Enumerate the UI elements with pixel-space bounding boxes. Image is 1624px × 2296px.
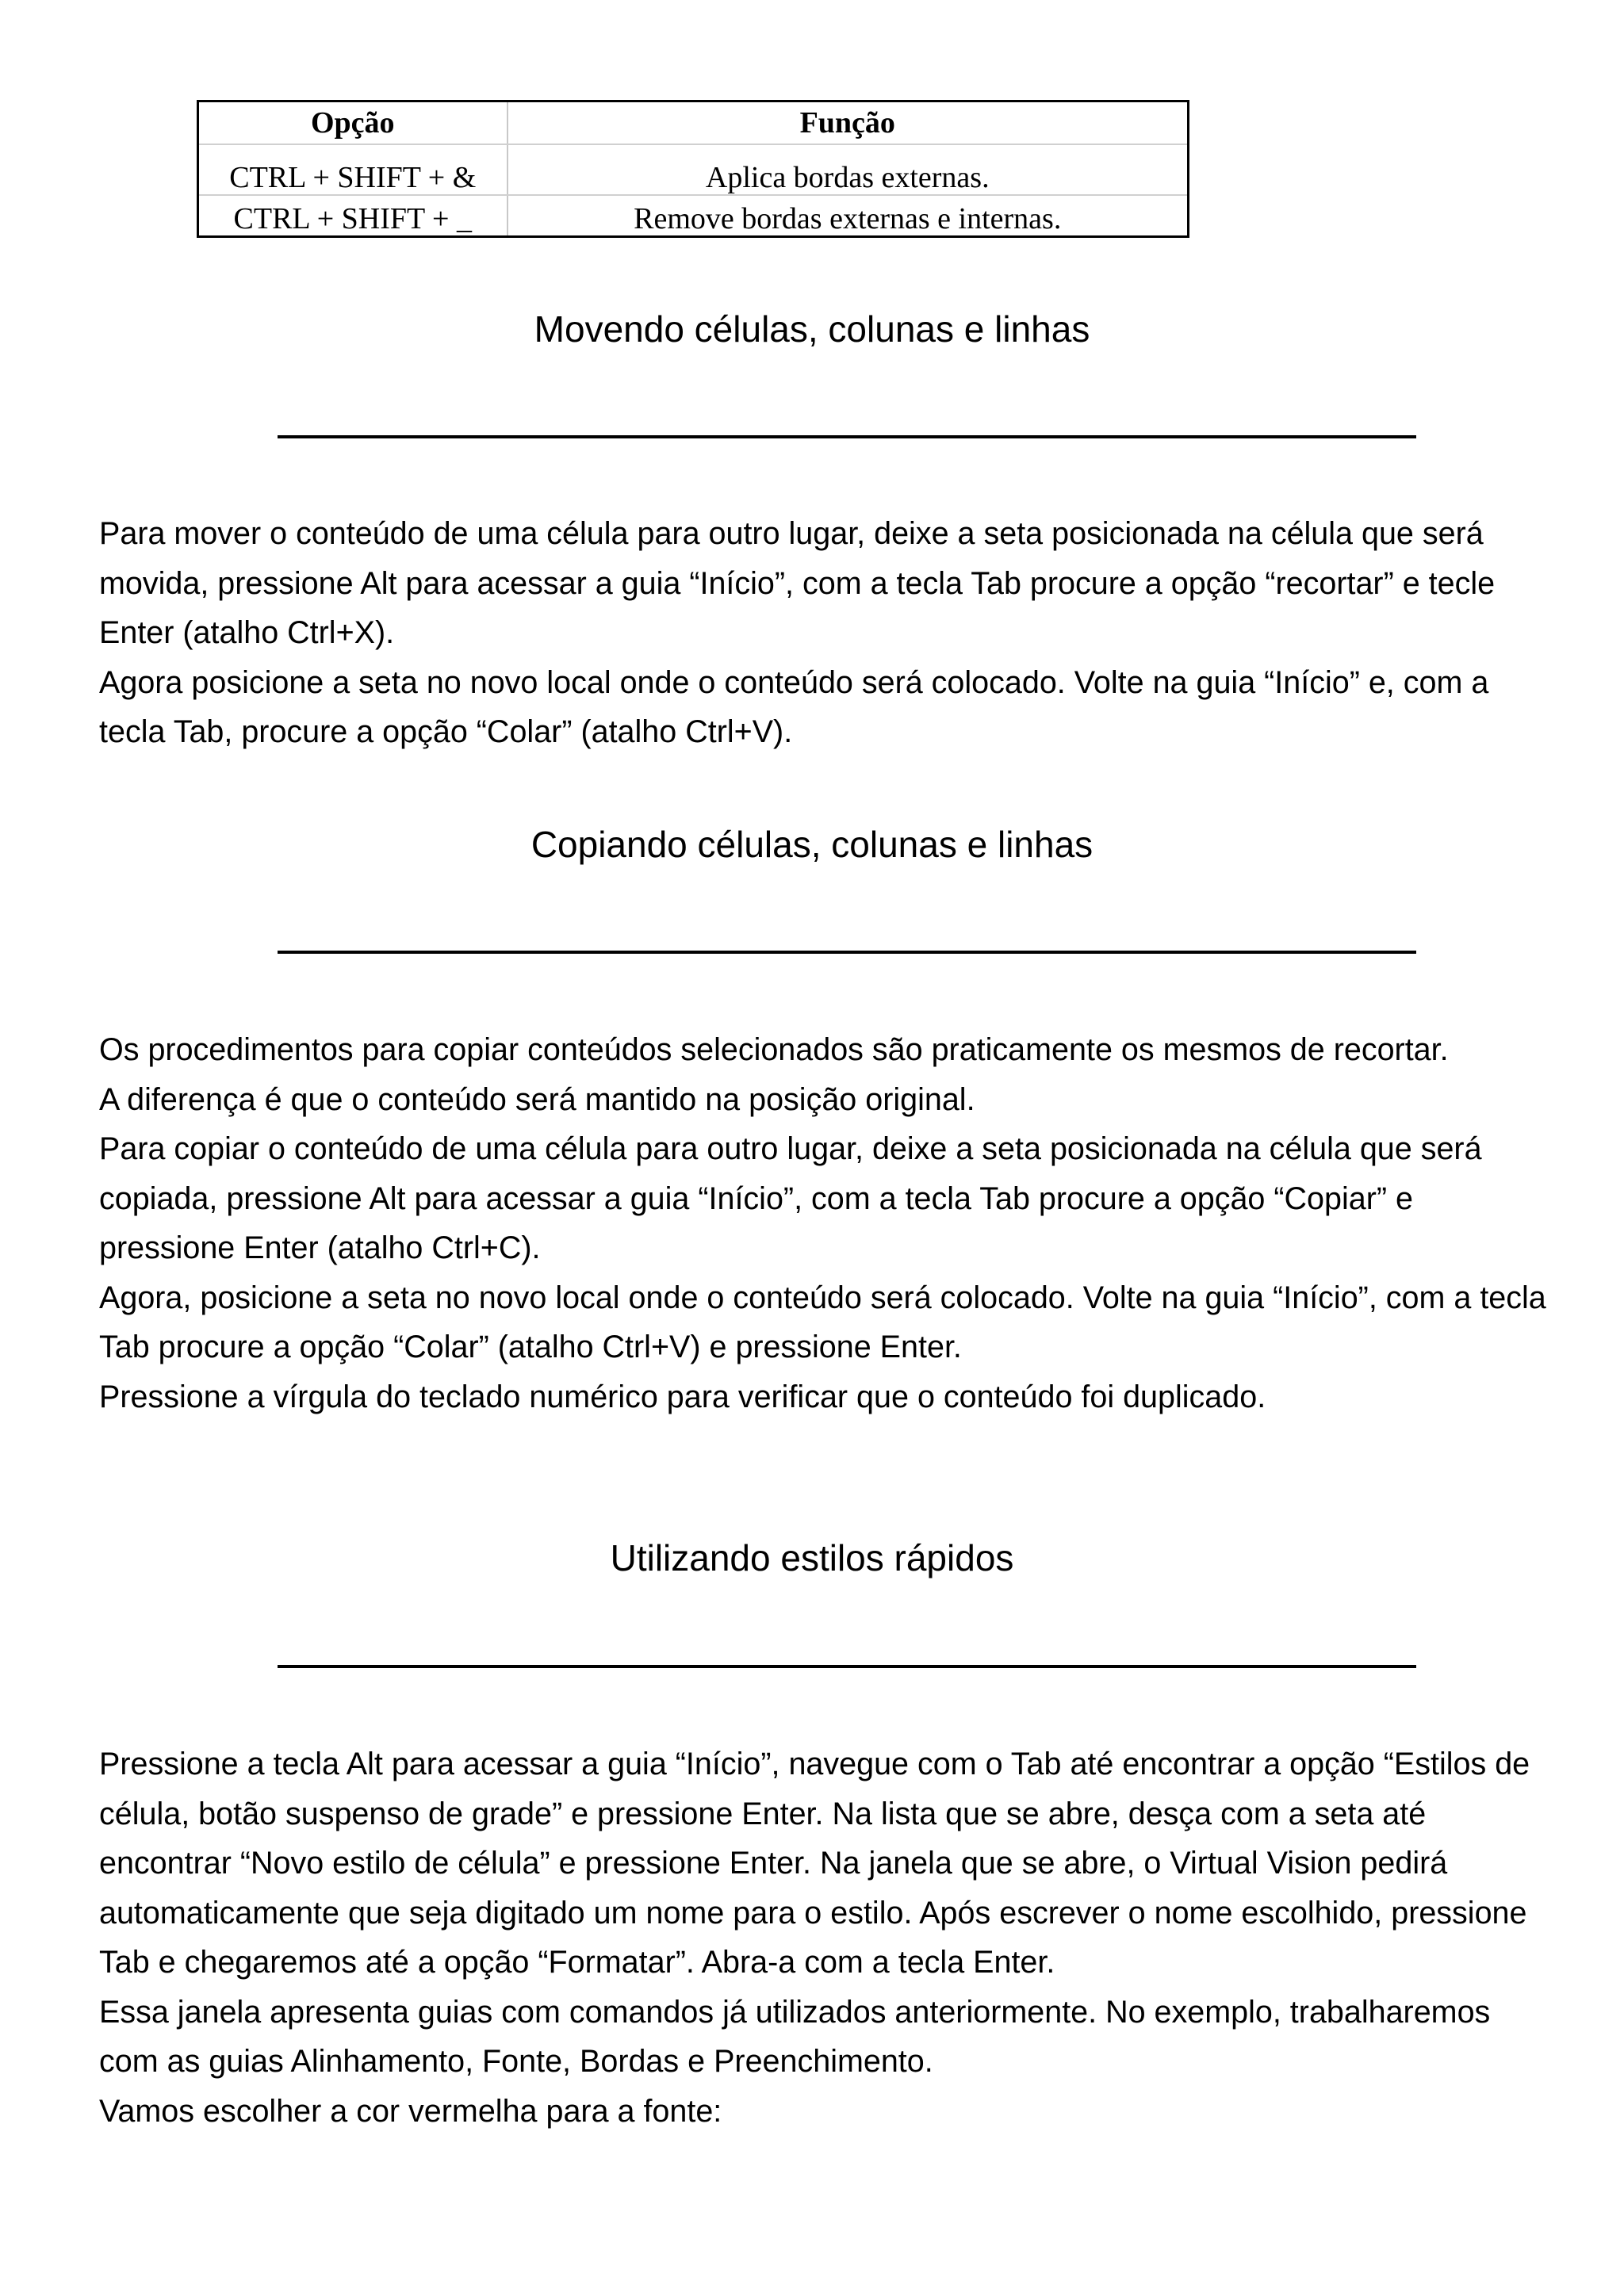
paragraph: Para mover o conteúdo de uma célula para outro lugar, deixe a seta posicionada na célula que será movida, pressione Alt para acessar a guia “Início”, com a tecla Tab procure a opção “recortar” e tecle Enter (atalho Ctrl+X). [99, 516, 1496, 650]
paragraph: Essa janela apresenta guias com comandos já utilizados anteriormente. No exemplo, trabalharemos com as guias Alinhamento, Fonte, Bordas e Preenchimento. [99, 1994, 1491, 2079]
paragraph: Agora posicione a seta no novo local onde o conteúdo será colocado. Volte na guia “Início” e, com a tecla Tab, procure a opção “Colar” (atalho Ctrl+V). [99, 664, 1489, 749]
table-row [198, 144, 1189, 195]
section-body-estilos [99, 1739, 1550, 2136]
section-divider [278, 951, 1416, 954]
table-header-opcao: Opção [198, 101, 508, 145]
paragraph: A diferença é que o conteúdo será mantido na posição original. [99, 1081, 975, 1117]
paragraph: Pressione a tecla Alt para acessar a guia “Início”, navegue com o Tab até encontrar a opção “Estilos de célula, botão suspenso de grade” e pressione Enter. Na lista que se abre, desça com a seta até encontrar “Novo estilo de célula” e pressione Enter. Na janela que se abre, o Virtual Vision pedirá automaticamente que seja digitado um nome para o estilo. Após escrever o nome escolhido, pressione Tab e chegaremos até a opção “Formatar”. Abra-a com a tecla Enter. [99, 1747, 1530, 1980]
table-row [198, 195, 1189, 237]
table-header-row [198, 101, 1189, 145]
section-title-estilos: Utilizando estilos rápidos [610, 1537, 1014, 1578]
shortcut-table [197, 100, 1189, 238]
paragraph: Agora, posicione a seta no novo local onde o conteúdo será colocado. Volte na guia “Início”, com a tecla Tab procure a opção “Colar” (atalho Ctrl+V) e pressione Enter. [99, 1280, 1546, 1364]
paragraph: Vamos escolher a cor vermelha para a fonte: [99, 2093, 722, 2129]
section-divider [278, 1665, 1416, 1668]
section-title-movendo: Movendo células, colunas e linhas [534, 308, 1090, 350]
paragraph: Para copiar o conteúdo de uma célula para outro lugar, deixe a seta posicionada na célula que será copiada, pressione Alt para acessar a guia “Início”, com a tecla Tab procure a opção “Copiar” e pressione Enter (atalho Ctrl+C). [99, 1131, 1482, 1265]
section-divider [278, 435, 1416, 438]
table-cell-opcao: CTRL + SHIFT + & [198, 144, 508, 195]
section-body-movendo [99, 509, 1550, 757]
table-cell-funcao: Aplica bordas externas. [508, 144, 1189, 195]
table-cell-opcao: CTRL + SHIFT + _ [198, 195, 508, 237]
section-title-copiando: Copiando células, colunas e linhas [530, 824, 1094, 865]
section-body-copiando [99, 1025, 1550, 1422]
paragraph: Pressione a vírgula do teclado numérico para verificar que o conteúdo foi duplicado. [99, 1379, 1266, 1414]
paragraph: Os procedimentos para copiar conteúdos selecionados são praticamente os mesmos de recortar. [99, 1032, 1449, 1067]
table-header-funcao: Função [508, 101, 1189, 145]
table-cell-funcao: Remove bordas externas e internas. [508, 195, 1189, 237]
